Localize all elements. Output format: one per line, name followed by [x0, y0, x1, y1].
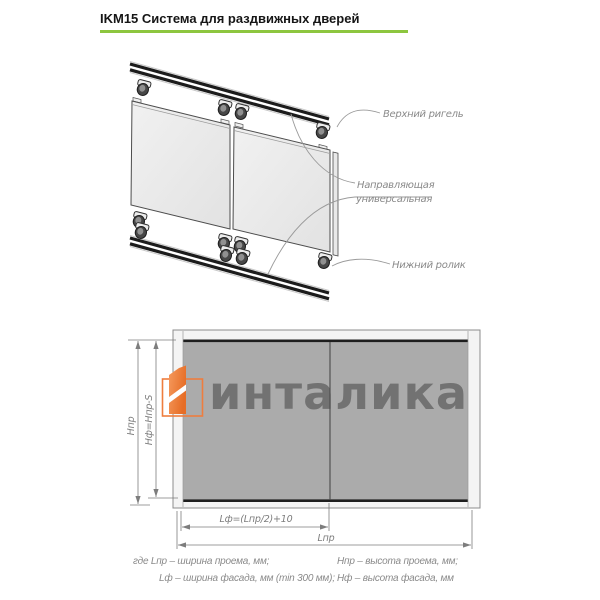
- facade-panels: [183, 341, 468, 501]
- leader-top-rail: [337, 110, 380, 127]
- label-bottom-roller: Нижний ролик: [392, 260, 466, 271]
- top-roller-icon: [233, 103, 249, 121]
- watermark: [163, 366, 469, 421]
- dim-label-facade-height: Нф=Нпр-S: [144, 394, 155, 446]
- page-title: IKM15 Система для раздвижных дверей: [100, 11, 360, 26]
- bottom-roller-icon: [316, 252, 332, 270]
- panel-edge-profile: [333, 152, 338, 256]
- label-guide-line1: Направляющая: [357, 180, 435, 191]
- legend-facade-width: Lф – ширина фасада, мм (min 300 мм);: [159, 573, 335, 584]
- top-roller-icon: [216, 99, 232, 117]
- bottom-track-line: [183, 499, 468, 502]
- top-roller-icon: [135, 79, 151, 97]
- leader-bottom-roller: [332, 259, 390, 266]
- dim-label-facade-width: Lф=(Lпр/2)+10: [219, 514, 293, 525]
- right-door-panel: [233, 123, 338, 257]
- top-roller-icon: [314, 122, 330, 140]
- dim-label-opening-width: Lпр: [317, 533, 335, 544]
- label-guide-line2: универсальная: [356, 194, 433, 205]
- legend-opening-width: где Lпр – ширина проема, мм;: [133, 556, 270, 567]
- label-top-rail: Верхний ригель: [383, 109, 464, 120]
- exploded-view-diagram: [100, 48, 500, 313]
- dim-label-opening-height: Нпр: [126, 416, 137, 436]
- dimension-drawing: [118, 318, 500, 556]
- legend-opening-height: Нпр – высота проема, мм;: [337, 556, 458, 567]
- left-door-panel: [131, 98, 230, 230]
- watermark-text: инталика: [209, 366, 468, 420]
- accent-underline: [100, 30, 408, 33]
- legend-facade-height: Нф – высота фасада, мм: [337, 573, 454, 584]
- top-track-line: [183, 340, 468, 343]
